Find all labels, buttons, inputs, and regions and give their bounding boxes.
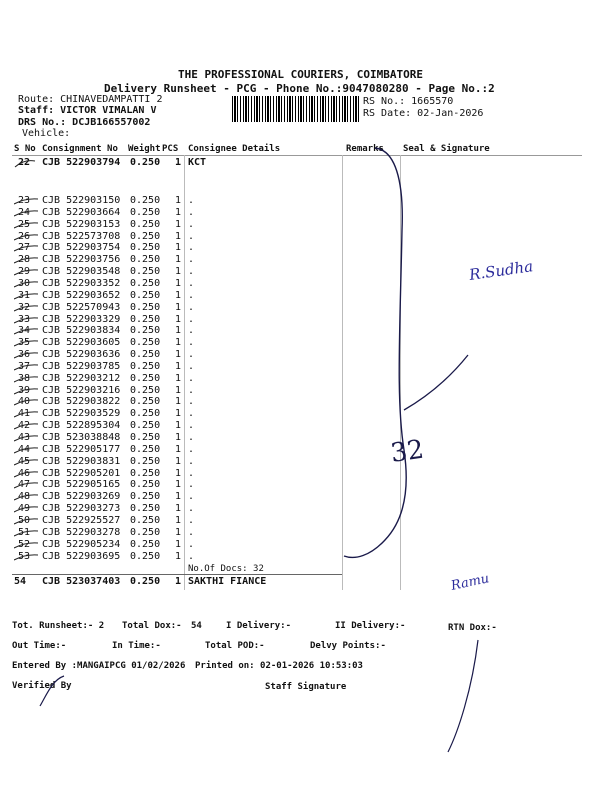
row-consignee: . — [188, 254, 195, 266]
row-weight: 0.250 — [130, 360, 161, 372]
route-label: Route: CHINAVEDAMPATTI 2 — [18, 94, 163, 105]
row-sno: 31 — [18, 289, 31, 301]
row-pcs: 1 — [175, 289, 182, 301]
verified-by: Verified By — [12, 681, 72, 691]
row-pcs: 1 — [175, 443, 182, 455]
row-pcs: 1 — [175, 576, 182, 587]
signature-2: Ramu — [449, 571, 491, 594]
row-weight: 0.250 — [130, 576, 161, 587]
row-pcs: 1 — [175, 337, 182, 349]
row-consignment: CJB 522903822 — [42, 396, 121, 408]
row-consignee: . — [188, 313, 195, 325]
row-consignee: . — [188, 372, 195, 384]
row-consignee: . — [188, 467, 195, 479]
total-dox-label: Total Dox:- — [122, 621, 182, 631]
row-consignee: . — [188, 420, 195, 432]
row-consignment: CJB 522925527 — [42, 514, 121, 526]
row-weight: 0.250 — [130, 432, 161, 443]
row-consignee: . — [188, 479, 195, 491]
row-consignment: CJB 522895304 — [42, 420, 121, 432]
row-weight: 0.250 — [130, 254, 161, 266]
row-pcs: 1 — [175, 195, 182, 206]
row-sno: 47 — [18, 479, 31, 491]
runsheet-title: Delivery Runsheet - PCG - Phone No.:9047080280 - Page No.:2 — [104, 82, 495, 95]
row-consignment: CJB 522903785 — [42, 360, 121, 372]
row-consignee: . — [188, 289, 195, 301]
row-consignment: CJB 522903278 — [42, 526, 121, 538]
row-consignment: CJB 522570943 — [42, 301, 121, 313]
row-sno: 54 — [14, 576, 27, 587]
row-pcs: 1 — [175, 514, 182, 526]
row-consignee: . — [188, 443, 195, 455]
row-weight: 0.250 — [130, 325, 161, 337]
row-pcs: 1 — [175, 538, 182, 550]
row-consignment: CJB 522903352 — [42, 277, 121, 289]
row-weight: 0.250 — [130, 157, 161, 168]
row-consignee: . — [188, 408, 195, 420]
row-weight: 0.250 — [130, 408, 161, 420]
col-remarks: Remarks — [346, 144, 384, 154]
row-consignee: . — [188, 503, 195, 515]
staff-signature-label: Staff Signature — [265, 682, 347, 692]
row-weight: 0.250 — [130, 313, 161, 325]
row-sno: 43 — [18, 432, 31, 443]
col-consignment: Consignment No — [42, 144, 118, 154]
row-consignment: CJB 522905177 — [42, 443, 121, 455]
row-sno: 52 — [18, 538, 31, 550]
row-consignee: . — [188, 230, 195, 242]
row-consignment: CJB 522903273 — [42, 503, 121, 515]
row-consignment: CJB 523038848 — [42, 432, 121, 443]
row-pcs: 1 — [175, 230, 182, 242]
row-weight: 0.250 — [130, 372, 161, 384]
row-sno: 25 — [18, 218, 31, 230]
row-consignee: . — [188, 349, 195, 361]
row-pcs: 1 — [175, 360, 182, 372]
row-sno: 46 — [18, 467, 31, 479]
row-consignment: CJB 522903831 — [42, 455, 121, 467]
row-consignee: . — [188, 360, 195, 372]
row-weight: 0.250 — [130, 266, 161, 278]
row-sno: 26 — [18, 230, 31, 242]
row-weight: 0.250 — [130, 384, 161, 396]
row-sno: 35 — [18, 337, 31, 349]
row-consignee: . — [188, 206, 195, 218]
total-pod: Total POD:- — [205, 641, 265, 651]
row-consignee: KCT — [188, 157, 207, 168]
row-consignee: . — [188, 277, 195, 289]
handwritten-count: 32 — [388, 434, 426, 469]
row-pcs: 1 — [175, 491, 182, 503]
row-sno: 36 — [18, 349, 31, 361]
no-of-docs: No.Of Docs: 32 — [188, 564, 264, 574]
row-consignee: . — [188, 242, 195, 254]
row-consignment: CJB 522903216 — [42, 384, 121, 396]
row-weight: 0.250 — [130, 230, 161, 242]
vehicle-label: Vehicle: — [22, 128, 71, 139]
row-consignee: . — [188, 526, 195, 538]
row-weight: 0.250 — [130, 206, 161, 218]
row-weight: 0.250 — [130, 526, 161, 538]
row-consignment: CJB 522903529 — [42, 408, 121, 420]
row-consignee: . — [188, 432, 195, 443]
row-weight: 0.250 — [130, 337, 161, 349]
row-consignee: . — [188, 538, 195, 550]
row-consignment: CJB 522903636 — [42, 349, 121, 361]
row-pcs: 1 — [175, 218, 182, 230]
ii-delivery: II Delivery:- — [335, 621, 406, 631]
row-consignee: . — [188, 384, 195, 396]
row-weight: 0.250 — [130, 349, 161, 361]
row-sno: 42 — [18, 420, 31, 432]
row-consignee: . — [188, 337, 195, 349]
row-weight: 0.250 — [130, 218, 161, 230]
row-consignee: . — [188, 325, 195, 337]
row-pcs: 1 — [175, 157, 182, 168]
row-consignment: CJB 523037403 — [42, 576, 121, 587]
row-sno: 33 — [18, 313, 31, 325]
row-consignee: . — [188, 301, 195, 313]
row-weight: 0.250 — [130, 538, 161, 550]
row-sno: 44 — [18, 443, 31, 455]
row-sno: 51 — [18, 526, 31, 538]
row-pcs: 1 — [175, 301, 182, 313]
row-consignment: CJB 522905201 — [42, 467, 121, 479]
row-consignment: CJB 522903664 — [42, 206, 121, 218]
col-seal: Seal & Signature — [403, 144, 490, 154]
tot-runsheet: Tot. Runsheet:- 2 — [12, 621, 105, 631]
printed-on: Printed on: 02-01-2026 10:53:03 — [195, 661, 363, 671]
row-pcs: 1 — [175, 467, 182, 479]
row-consignment: CJB 522903269 — [42, 491, 121, 503]
row-weight: 0.250 — [130, 467, 161, 479]
row-pcs: 1 — [175, 266, 182, 278]
row-pcs: 1 — [175, 408, 182, 420]
row-consignment: CJB 522905165 — [42, 479, 121, 491]
row-sno: 45 — [18, 455, 31, 467]
row-sno: 53 — [18, 550, 31, 562]
row-pcs: 1 — [175, 372, 182, 384]
row-weight: 0.250 — [130, 289, 161, 301]
row-sno: 48 — [18, 491, 31, 503]
signature-1: R.Sudha — [468, 257, 535, 284]
col-weight: Weight — [128, 144, 161, 154]
delvy-points: Delvy Points:- — [310, 641, 386, 651]
row-consignee: SAKTHI FIANCE — [188, 576, 267, 587]
row-pcs: 1 — [175, 550, 182, 562]
row-weight: 0.250 — [130, 503, 161, 515]
row-pcs: 1 — [175, 432, 182, 443]
row-pcs: 1 — [175, 526, 182, 538]
row-consignee: . — [188, 218, 195, 230]
row-consignment: CJB 522903605 — [42, 337, 121, 349]
col-consignee: Consignee Details — [188, 144, 281, 154]
row-consignee: . — [188, 491, 195, 503]
row-consignment: CJB 522903754 — [42, 242, 121, 254]
rtn-dox: RTN Dox:- — [448, 623, 497, 633]
row-weight: 0.250 — [130, 479, 161, 491]
row-consignment: CJB 522903652 — [42, 289, 121, 301]
i-delivery: I Delivery:- — [226, 621, 292, 631]
row-sno: 27 — [18, 242, 31, 254]
row-weight: 0.250 — [130, 396, 161, 408]
row-consignee: . — [188, 455, 195, 467]
row-sno: 32 — [18, 301, 31, 313]
row-sno: 38 — [18, 372, 31, 384]
row-weight: 0.250 — [130, 242, 161, 254]
rs-number: RS No.: 1665570 — [363, 96, 454, 107]
row-weight: 0.250 — [130, 550, 161, 562]
row-consignee: . — [188, 266, 195, 278]
row-consignee: . — [188, 195, 195, 206]
row-pcs: 1 — [175, 455, 182, 467]
row-pcs: 1 — [175, 206, 182, 218]
row-consignment: CJB 522903153 — [42, 218, 121, 230]
total-dox-value: 54 — [191, 621, 202, 631]
row-weight: 0.250 — [130, 455, 161, 467]
col-pcs: PCS — [162, 144, 179, 154]
company-name: THE PROFESSIONAL COURIERS, COIMBATORE — [178, 68, 424, 81]
row-consignment: CJB 522905234 — [42, 538, 121, 550]
row-pcs: 1 — [175, 325, 182, 337]
row-pcs: 1 — [175, 396, 182, 408]
row-weight: 0.250 — [130, 420, 161, 432]
row-weight: 0.250 — [130, 301, 161, 313]
row-sno: 41 — [18, 408, 31, 420]
row-consignment: CJB 522903548 — [42, 266, 121, 278]
row-consignment: CJB 522903756 — [42, 254, 121, 266]
row-consignment: CJB 522573708 — [42, 230, 121, 242]
out-time: Out Time:- — [12, 641, 67, 651]
row-sno: 23 — [18, 195, 31, 206]
row-consignment: CJB 522903329 — [42, 313, 121, 325]
row-pcs: 1 — [175, 349, 182, 361]
row-pcs: 1 — [175, 277, 182, 289]
row-consignment: CJB 522903695 — [42, 550, 121, 562]
entered-by: Entered By :MANGAIPCG 01/02/2026 — [12, 661, 186, 671]
row-consignee: . — [188, 514, 195, 526]
col-sno: S No — [14, 144, 36, 154]
row-consignee: . — [188, 396, 195, 408]
staff-label: Staff: VICTOR VIMALAN V — [18, 105, 157, 116]
row-pcs: 1 — [175, 420, 182, 432]
row-pcs: 1 — [175, 242, 182, 254]
row-sno: 39 — [18, 384, 31, 396]
row-sno: 34 — [18, 325, 31, 337]
row-weight: 0.250 — [130, 443, 161, 455]
row-sno: 37 — [18, 360, 31, 372]
row-sno: 29 — [18, 266, 31, 278]
row-sno: 28 — [18, 254, 31, 266]
row-weight: 0.250 — [130, 491, 161, 503]
rs-date: RS Date: 02-Jan-2026 — [363, 108, 484, 119]
row-consignee: . — [188, 550, 195, 562]
row-sno: 24 — [18, 206, 31, 218]
row-consignment: CJB 522903212 — [42, 372, 121, 384]
row-pcs: 1 — [175, 254, 182, 266]
row-sno: 40 — [18, 396, 31, 408]
row-weight: 0.250 — [130, 514, 161, 526]
row-pcs: 1 — [175, 503, 182, 515]
row-consignment: CJB 522903794 — [42, 157, 121, 168]
row-sno: 50 — [18, 514, 31, 526]
row-pcs: 1 — [175, 313, 182, 325]
row-weight: 0.250 — [130, 195, 161, 206]
in-time: In Time:- — [112, 641, 161, 651]
row-consignment: CJB 522903834 — [42, 325, 121, 337]
row-consignment: CJB 522903150 — [42, 195, 121, 206]
row-pcs: 1 — [175, 479, 182, 491]
row-sno: 22 — [18, 157, 31, 168]
row-weight: 0.250 — [130, 277, 161, 289]
row-sno: 30 — [18, 277, 31, 289]
drs-number: DRS No.: DCJB166557002 — [18, 117, 151, 128]
row-pcs: 1 — [175, 384, 182, 396]
row-sno: 49 — [18, 503, 31, 515]
